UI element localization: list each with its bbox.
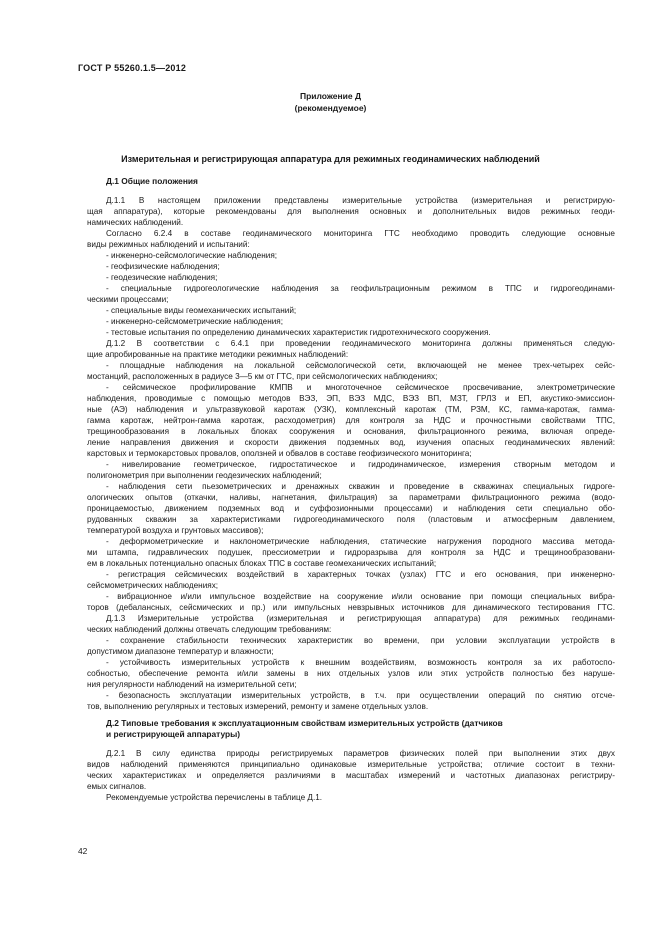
- list-item: - геофизические наблюдения;: [106, 262, 220, 271]
- list-item: - безопасность эксплуатации измерительных устройств, в т.ч. при осуществлении операций по снятию отсче-: [106, 691, 615, 700]
- list-item: - инженерно-сейсмометрические наблюдения;: [106, 317, 284, 326]
- paragraph-line: карстовых и термокарстовых провалов, оползней и обвалов в составе геофизического мониторинга;: [87, 449, 472, 458]
- paragraph-line: ческих наблюдений должны отвечать следующим требованиям:: [87, 625, 332, 634]
- paragraph-line: наблюдения, проводимые с помощью методов ВЭЗ, ЭП, ВЭЗ МДС, ВЭЗ ВП, МЗТ, ГРЛЗ и ЕП, акустико-эмиссион-: [87, 394, 615, 403]
- paragraph-line: трещинообразования в локальных блоках сооружения и основания, фильтрационного режима, включая опреде-: [87, 427, 615, 436]
- paragraph-line: ческими процессами;: [87, 295, 169, 304]
- paragraph-line: Д.2.1 В силу единства природы регистрируемых параметров физических полей при выполнении этих двух: [106, 749, 615, 758]
- paragraph-line: тов, выполнению регулярных и тестовых измерений, ремонту и замене отдельных узлов.: [87, 702, 429, 711]
- paragraph-line: гамма каротаж, нейтрон-гамма каротаж, расходометрия) для контроля за НДС и прочностными свойствами ТПС,: [87, 416, 615, 425]
- section-2-heading: Д.2 Типовые требования к эксплуатационным свойствам измерительных устройств (датчиков: [106, 718, 503, 728]
- paragraph-line: Д.1.3 Измерительные устройства (измерительная и регистрирующая аппаратура) для режимных геодинами-: [106, 614, 615, 623]
- paragraph-line: ческих характеристиках и определяется различиями в масштабах измерений и частотных диапазонах регистриру-: [87, 771, 615, 780]
- paragraph-line: Д.1.2 В соответствии с 6.4.1 при проведении геодинамического мониторинга должны применяться следую-: [106, 339, 615, 348]
- list-item: - тестовые испытания по определению динамических характеристик гидротехнического сооружения.: [106, 328, 491, 337]
- paragraph-line: Согласно 6.2.4 в составе геодинамического мониторинга ГТС необходимо проводить следующие основные: [106, 229, 615, 238]
- appendix-status: (рекомендуемое): [294, 103, 367, 113]
- list-item: - инженерно-сейсмологические наблюдения;: [106, 251, 278, 260]
- paragraph-line: ные (АЭ) наблюдения и ультразвуковой каротаж (УЗК), комплексный каротаж (ТМ, РЗМ, КС, гамма-каротаж, гамма-: [87, 405, 615, 414]
- paragraph-line: емых сигналов.: [87, 782, 147, 791]
- paragraph-line: ния регулярности наблюдений на измерительной сети;: [87, 680, 297, 689]
- paragraph-line: температурой воздуха и грунтовых массивов);: [87, 526, 264, 535]
- list-item: - регистрация сейсмических воздействий в характерных точках (узлах) ГТС и его основания, при инженерно-: [106, 570, 615, 579]
- list-item: - специальные виды геомеханических испытаний;: [106, 306, 297, 315]
- list-item: - вибрационное и/или импульсное воздействие на сооружение и/или основание при помощи специальных вибра-: [106, 592, 615, 601]
- list-item: - устойчивость измерительных устройств к внешним воздействиям, возможность контроля за их работоспо-: [106, 658, 615, 667]
- paragraph-line: ми штампа, гидравлических подушек, прессиометрии и гидроразрыва для контроля за НДС и трещинообразовани-: [87, 548, 615, 557]
- page-number: 42: [78, 846, 88, 856]
- section-2-heading-continued: и регистрирующей аппаратуры): [106, 729, 241, 739]
- list-item: - специальные гидрогеологические наблюдения за геофильтрационным режимом в ТПС и гидрогеодинами-: [106, 284, 615, 293]
- paragraph-line: виды режимных наблюдений и испытаний:: [87, 240, 250, 249]
- paragraph-line: щие апробированные на практике методики режимных наблюдений:: [87, 350, 349, 359]
- list-item: - сейсмическое профилирование КМПВ и многоточечное сейсмическое просвечивание, электрометрические: [106, 383, 615, 392]
- paragraph-line: Рекомендуемые устройства перечислены в таблице Д.1.: [106, 793, 323, 802]
- paragraph-line: мостанций, расположенных в радиусе 3—5 км от ГТС, при сейсмологических наблюдениях;: [87, 372, 438, 381]
- paragraph-line: щая аппаратура), которые рекомендованы для выполнения основных и дополнительных видов режимных геоди-: [87, 207, 615, 216]
- paragraph-line: проницаемостью, движением подземных вод и суффозионными процессами) и наблюдения сети специально обо-: [87, 504, 615, 513]
- paragraph-line: видов наблюдений применяются принципиально одинаковые измерительные устройства; отличие состоит в техни-: [87, 760, 615, 769]
- document-code: ГОСТ Р 55260.1.5—2012: [78, 63, 187, 73]
- appendix-label: Приложение Д: [299, 91, 362, 101]
- list-item: - деформометрические и наклонометрические наблюдения, статические нагружения породного массива метода-: [106, 537, 615, 546]
- paragraph-line: допустимом диапазоне температур и влажности;: [87, 647, 274, 656]
- paragraph-line: сейсмометрических наблюдениях;: [87, 581, 219, 590]
- list-item: - площадные наблюдения на локальной сейсмологической сети, включающей не менее трех-четырех сейс-: [106, 361, 615, 370]
- list-item: - сохранение стабильности технических характеристик во времени, при условии эксплуатации устройств в: [106, 636, 615, 645]
- list-item: - геодезические наблюдения;: [106, 273, 218, 282]
- paragraph-line: ление направления движения и скорости движения подземных вод, изучения опасных геодинамических явлений:: [87, 438, 615, 447]
- paragraph-line: полигонометрия при выполнении геодезических наблюдений;: [87, 471, 322, 480]
- paragraph-line: намических наблюдений.: [87, 218, 184, 227]
- section-1-heading: Д.1 Общие положения: [106, 176, 198, 186]
- paragraph-line: Д.1.1 В настоящем приложении представлены измерительные устройства (измерительная и регистрирую-: [106, 196, 615, 205]
- paragraph-line: ем в локальных потенциально опасных блоках ТПС в составе геомеханических испытаний;: [87, 559, 437, 568]
- list-item: - наблюдения сети пьезометрических и дренажных скважин и проведение в скважинах специальных гидроге-: [106, 482, 615, 491]
- appendix-title: Измерительная и регистрирующая аппаратура для режимных геодинамических наблюдений: [121, 154, 540, 164]
- paragraph-line: торов (дебалансных, сейсмических и пр.) или импульсных невзрывных источников для динамического тестирования ГТС.: [87, 603, 615, 612]
- list-item: - нивелирование геометрическое, гидростатическое и гидродинамическое, измерения створным методом и: [106, 460, 615, 469]
- paragraph-line: собностью, обеспечение ремонта и/или замены в них отдельных узлов или этих устройств полностью без наруше-: [87, 669, 615, 678]
- paragraph-line: ологических опытов (откачки, наливы, нагнетания, фильтрация) за параметрами фильтрационного режима (водо-: [87, 493, 615, 502]
- paragraph-line: рудованных скважин за характеристиками гидрогеодинамического поля (пластовым и атмосферным давлением,: [87, 515, 615, 524]
